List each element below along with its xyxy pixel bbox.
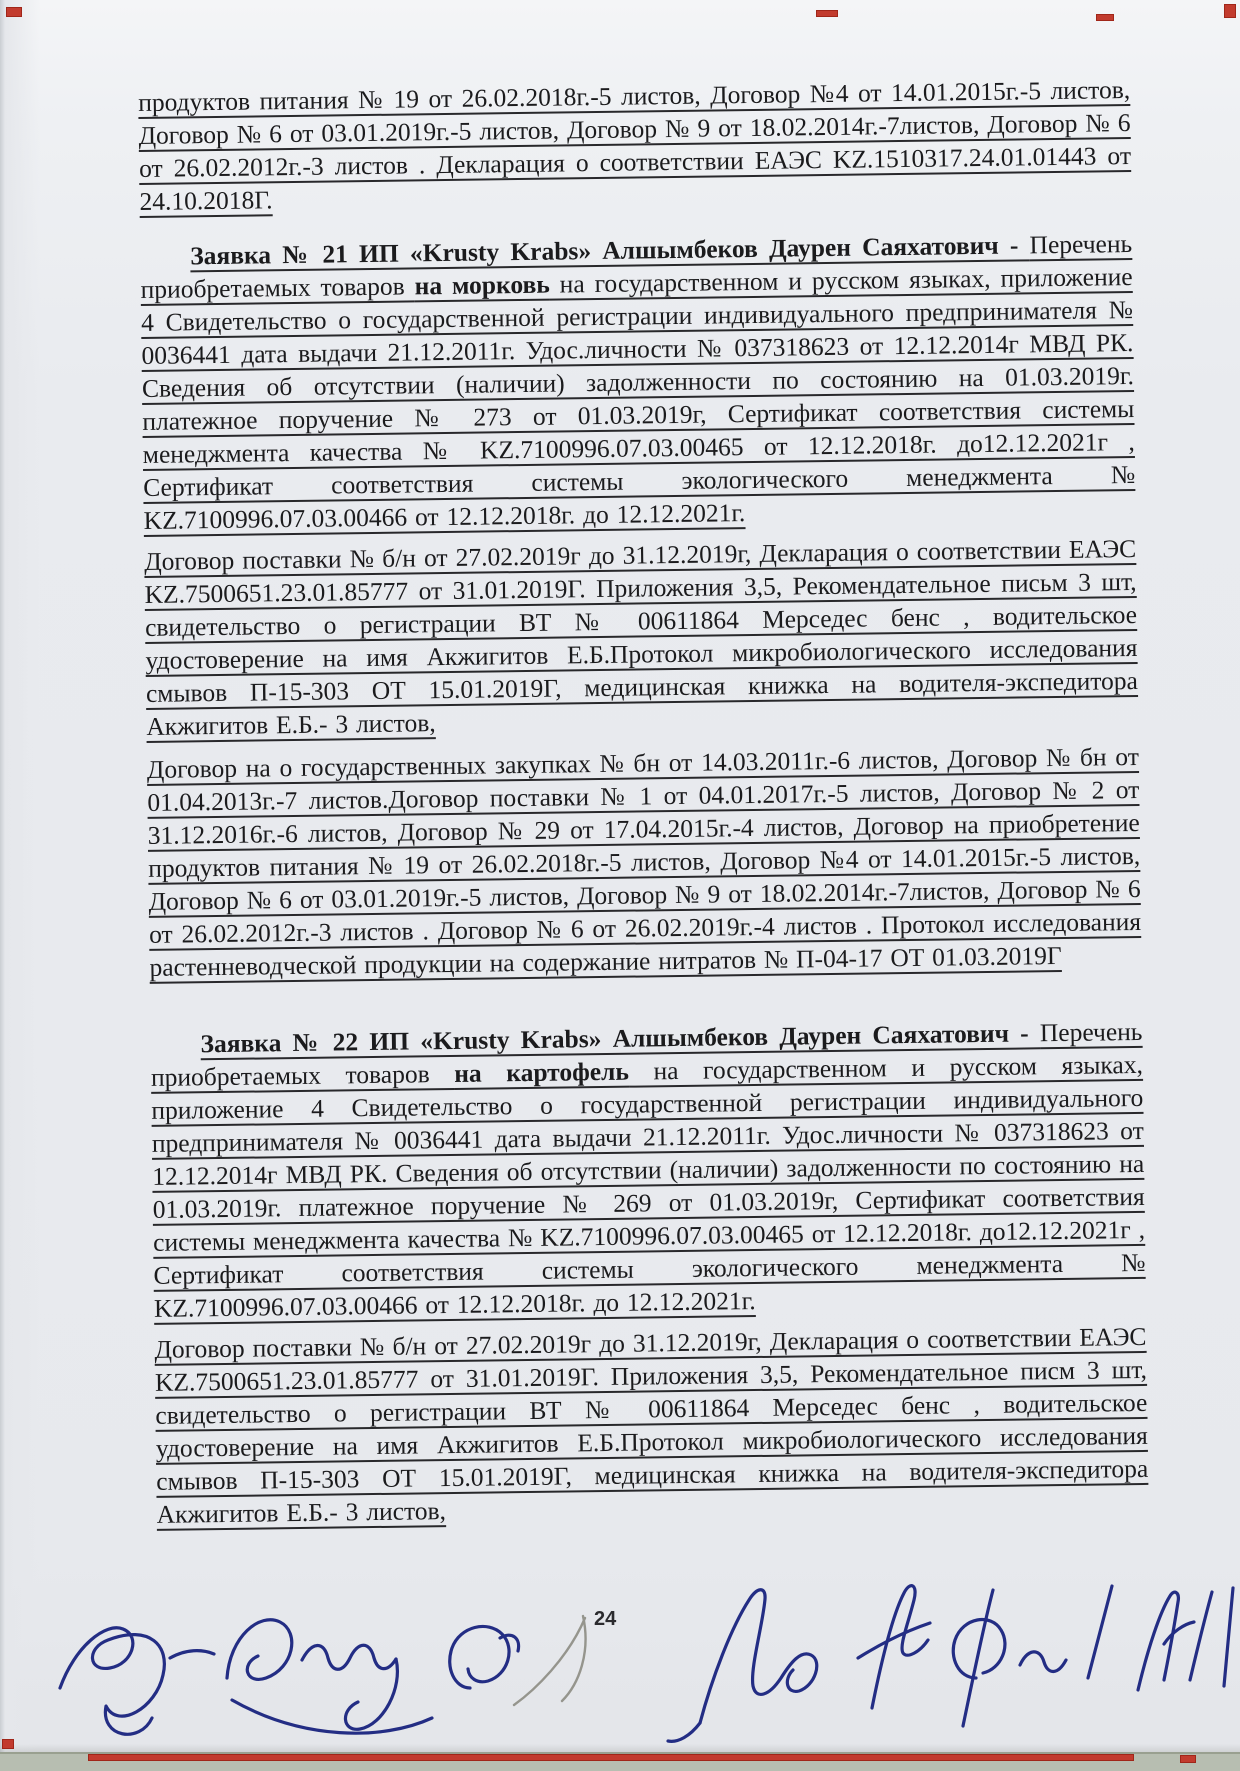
text-segment: на государственном и русском языках, приложение 4 Свидетельство о государственной регистрации индивидуального предпринимателя № 0036441 дата выдачи 21.12.2011г. Удос.личности № 037318623 от 12.12.2014г МВД РК. Сведения об отсутствии (наличии) задолженности по состоянию на 01.03.2019г. платежное поручение № 273 от 01.03.2019г, Сертификат соответствия системы менеджмента качества № KZ.7100996.07.03.00465 от 12.12.2018г. до12.12.2021г , Сертификат соответствия системы экологического менеджмента № KZ.7100996.07.03.00466 от 12.12.2018г. до 12.12.2021г. [140, 261, 1136, 535]
signatures-row [0, 1528, 1240, 1771]
text-segment-bold: на картофель [454, 1056, 630, 1088]
signature-member-1 [668, 1590, 817, 1742]
signature-pencil-mark [514, 1616, 586, 1705]
text-segment: Договор поставки № б/н от 27.02.2019г до 31.12.2019г, Декларация о соответствии ЕАЭС KZ.7500651.23.01.85777 от 31.01.2019Г. Приложения 3,5, Рекомендательное писм 3 шт, свидетельство о регистрации ВТ № 00611864 Мерседес бенс , водительское удостоверение на имя Акжигитов Е.Б.Протокол микробиологического исследования смывов П-15-303 ОТ 15.01.2019Г, медицинская книжка на водителя-экспедитора Акжигитов Е.Б.- 3 листов, [154, 1321, 1149, 1529]
text-segment-bold: Заявка № 21 ИП «Krusty Krabs» Алшымбеков Даурен Саяхатович - [190, 230, 1030, 271]
signature-member-3 [953, 1586, 1112, 1726]
text-segment: Договор поставки № б/н от 27.02.2019г до 31.12.2019г, Декларация о соответствии ЕАЭС KZ.7500651.23.01.85777 от 31.01.2019Г. Приложения 3,5, Рекомендательное письм 3 шт, свидетельство о регистрации ВТ № 00611864 Мерседес бенс , водительское удостоверение на имя Акжигитов Е.Б.Протокол микробиологического исследования смывов П-15-303 ОТ 15.01.2019Г, медицинская книжка на водителя-экспедитора Акжигитов Е.Б.- 3 листов, [144, 533, 1139, 741]
paragraph-zayavka-21 [140, 227, 1136, 537]
signature-member-4 [1138, 1588, 1233, 1690]
text-segment: Перечень приобретаемых товаров [150, 1016, 1143, 1092]
paragraph-dogovor-postavki-22 [154, 1320, 1149, 1531]
text-segment: на государственном и русском языках, приложение 4 Свидетельство о государственной регистрации индивидуального предпринимателя № 0036441 дата выдачи 21.12.2011г. Удос.личности № 037318623 от 12.12.2014г МВД РК. Сведения об отсутствии (наличии) задолженности по состоянию на 01.03.2019г. платежное поручение № 269 от 01.03.2019г, Сертификат соответствия системы менеджмента качества № KZ.7100996.07.03.00465 от 12.12.2018г. до12.12.2021г , Сертификат соответствия системы экологического менеджмента № KZ.7100996.07.03.00466 от 12.12.2018г. до 12.12.2021г. [151, 1049, 1146, 1323]
red-mark-bottom-bar [88, 1754, 1134, 1761]
text-segment: продуктов питания № 19 от 26.02.2018г.-5 листов, Договор №4 от 14.01.2015г.-5 листов, Договор № 6 от 03.01.2019г.-5 листов, Договор № 9 от 18.02.2014г.-7листов, Договор № 6 от 26.02.2012г.-3 листов . Декларация о соответствии ЕАЭС KZ.1510317.24.01.01443 от 24.10.2018Г. [138, 75, 1132, 216]
red-mark-top-left [6, 7, 22, 17]
paragraph-zayavka-22 [150, 1015, 1146, 1325]
text-segment-bold: на морковь [414, 269, 550, 301]
red-mark-top-middle [816, 10, 838, 17]
signature-director [60, 1620, 519, 1735]
red-mark-bottom-left [2, 1739, 14, 1749]
paragraph-goszakupki-21 [147, 740, 1142, 984]
page-number: 24 [594, 1608, 617, 1630]
paragraph-contract-list-continued [138, 73, 1132, 218]
paragraph-dogovor-postavki-21 [144, 532, 1139, 743]
red-mark-bottom-right [1180, 1755, 1196, 1763]
text-block [138, 73, 1149, 1531]
red-mark-top-right-inner [1096, 14, 1114, 21]
red-mark-top-right-corner [1224, 4, 1236, 18]
text-segment: Перечень приобретаемых товаров [140, 229, 1133, 304]
signature-member-2 [858, 1586, 930, 1708]
text-segment: Договор на о государственных закупках № бн от 14.03.2011г.-6 листов, Договор № бн от 01.04.2013г.-7 листов.Договор поставки № 1 от 04.01.2017г.-5 листов, Договор № 2 от 31.12.2016г.-6 листов, Договор № 29 от 17.04.2015г.-4 листов, Договор на приобретение продуктов питания № 19 от 26.02.2018г.-5 листов, Договор №4 от 14.01.2015г.-5 листов, Договор № 6 от 03.01.2019г.-5 листов, Договор № 9 от 18.02.2014г.-7листов, Договор № 6 от 26.02.2012г.-3 листов . Договор № 6 от 26.02.2019г.-4 листов . Протокол исследования растенневодческой продукции на содержание нитратов № П-04-17 ОТ 01.03.2019Г [146, 741, 1142, 982]
text-segment-bold: Заявка № 22 ИП «Krusty Krabs» Алшымбеков Даурен Саяхатович - [200, 1018, 1041, 1059]
